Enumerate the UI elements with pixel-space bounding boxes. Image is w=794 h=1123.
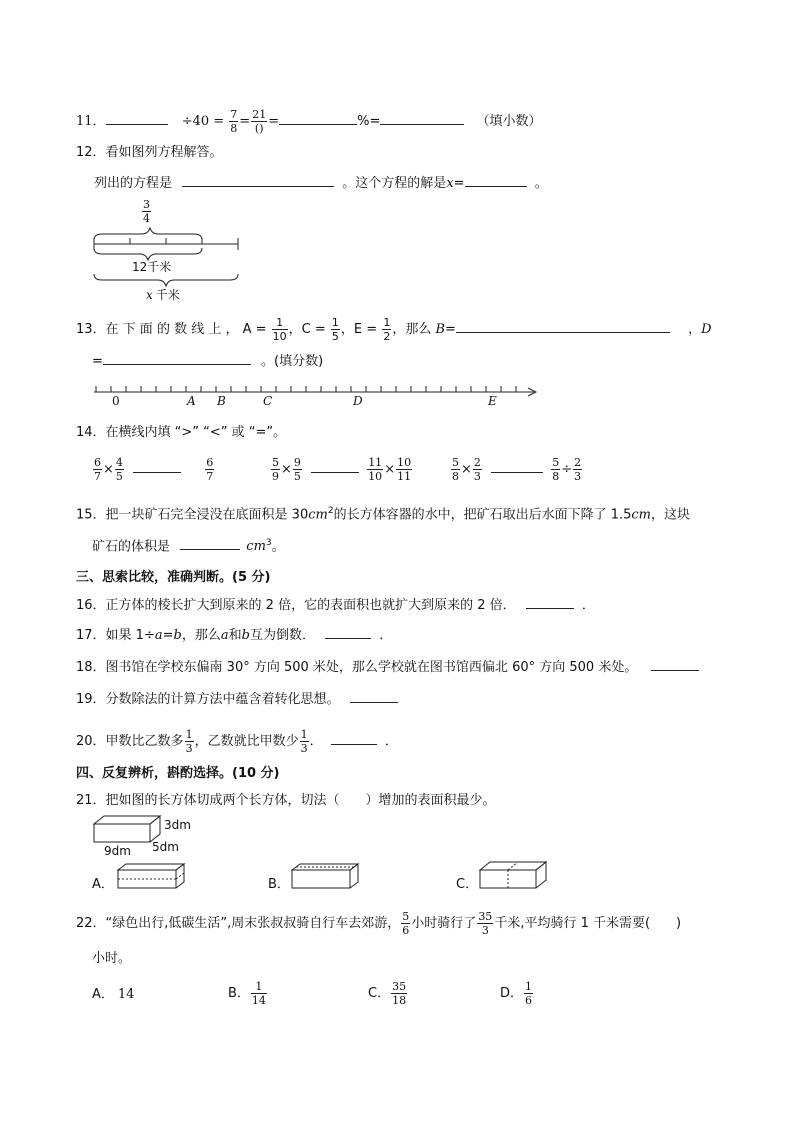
q16-blank[interactable] [526, 596, 574, 609]
q21-dim-5dm: 5dm [152, 840, 179, 854]
q15-line2: 矿石的体积是 $cm^3$。 [92, 538, 285, 555]
q13-line2: = 。(填分数) [92, 354, 324, 369]
q22-option-A[interactable]: A． 14 [92, 987, 135, 1002]
q14-blank-3[interactable] [491, 460, 543, 473]
q21-option-C-figure [474, 860, 554, 892]
q20-blank[interactable] [331, 732, 377, 745]
q21: 21．把如图的长方体切成两个长方体，切法（ ）增加的表面积最少。 [76, 793, 496, 808]
axis-label-D: D [353, 394, 363, 408]
q21-option-C[interactable]: C． [456, 877, 479, 892]
q22-line2: 小时。 [92, 951, 132, 966]
q21-option-B[interactable]: B． [268, 877, 290, 892]
q21-dim-9dm: 9dm [104, 844, 131, 858]
q18: 18．图书馆在学校东偏南 30° 方向 500 米处，那么学校就在图书馆西偏北 60° 方向 500 米处。 [76, 658, 699, 677]
q12-blank-solution[interactable] [465, 174, 527, 187]
q11-frac-21: $\frac{21}{()}$ [252, 108, 267, 135]
q11: 11． ÷40 = $\frac{7}{8}$ = $\frac{21}{()}$ = %= （填小数） [76, 108, 542, 135]
q13-line1: 13．在 下 面 的 数 线 上 ， A = $\frac{1}{10}$ ，C = $\frac{1}{5}$ ，E = $\frac{1}{2}$ ，那么 B= ，D [76, 316, 712, 343]
q15-blank[interactable] [180, 537, 240, 550]
q19-blank[interactable] [350, 690, 398, 703]
q12-line2: 列出的方程是 。这个方程的解是x= 。 [94, 176, 548, 191]
q12-figure [90, 198, 250, 308]
axis-label-E: E [488, 394, 497, 408]
q11-blank-2[interactable] [279, 112, 357, 125]
section-3-heading: 三、思索比较，准确判断。(5 分) [76, 570, 271, 585]
q21-option-A-figure [112, 862, 192, 892]
q14-title: 14．在横线内填 “>” “<” 或 “=”。 [76, 425, 287, 440]
q20: 20．甲数比乙数多 $\frac{1}{3}$ ，乙数就比甲数少 $\frac{1}{3}$ ． ． [76, 728, 398, 755]
q17-blank[interactable] [325, 626, 371, 639]
q13-axis-svg [92, 382, 542, 398]
q14-blank-2[interactable] [311, 460, 359, 473]
q14-blank-1[interactable] [133, 460, 181, 473]
q14-item-1: $\frac{6}{7}$ × $\frac{4}{5}$ $\frac{6}{7}$ [94, 456, 214, 483]
q17: 17．如果 1÷a=b，那么a和b互为倒数． ． [76, 628, 393, 643]
q21-option-B-figure [286, 862, 366, 892]
q11-blank-1[interactable] [106, 112, 168, 125]
q12-title: 12．看如图列方程解答。 [76, 145, 223, 160]
q15-line1: 15．把一块矿石完全浸没在底面积是 $30cm^2$的长方体容器的水中，把矿石取出后水面下降了 1.5cm，这块 [76, 506, 691, 523]
q13-blank-B[interactable] [456, 320, 670, 333]
q11-frac-7-8: $\frac{7}{8}$ [230, 108, 238, 135]
q12-fig-label-12km: 12千米 [132, 260, 172, 274]
axis-label-B: B [217, 394, 226, 408]
q11-blank-3[interactable] [380, 112, 464, 125]
q16: 16．正方体的棱长扩大到原来的 2 倍，它的表面积也就扩大到原来的 2 倍． ． [76, 598, 595, 613]
q22-line1: 22．“绿色出行,低碳生活”,周末张叔叔骑自行车去郊游， $\frac{5}{6}$ 小时骑行了 $\frac{35}{3}$ 千米,平均骑行 1 千米需要( ) [76, 910, 682, 937]
q12-fig-frac: $\frac{3}{4}$ [143, 198, 150, 225]
q19: 19．分数除法的计算方法中蕴含着转化思想。 [76, 690, 398, 709]
q13-number-line [92, 382, 542, 412]
q12-fig-label-x: x 千米 [146, 288, 180, 302]
q14-item-3: $\frac{5}{8}$ × $\frac{2}{3}$ $\frac{5}{8}$ ÷ $\frac{2}{3}$ [452, 456, 582, 483]
q22-option-C[interactable]: C． $\frac{35}{18}$ [368, 980, 407, 1007]
q22-option-B[interactable]: B． $\frac{1}{14}$ [228, 980, 266, 1007]
q21-option-A[interactable]: A． [92, 877, 114, 892]
axis-label-A: A [187, 394, 196, 408]
q13-blank-D[interactable] [103, 352, 251, 365]
axis-label-C: C [263, 394, 273, 408]
q21-dim-3dm: 3dm [164, 818, 191, 832]
axis-label-0: 0 [112, 394, 120, 408]
section-4-heading: 四、反复辨析，斟酌选择。(10 分) [76, 766, 280, 781]
q18-blank[interactable] [651, 658, 699, 671]
q22-option-D[interactable]: D． $\frac{1}{6}$ [500, 980, 533, 1007]
q12-blank-equation[interactable] [182, 174, 334, 187]
q14-item-2: $\frac{5}{9}$ × $\frac{9}{5}$ $\frac{11}{10}$ × $\frac{10}{11}$ [272, 456, 412, 483]
